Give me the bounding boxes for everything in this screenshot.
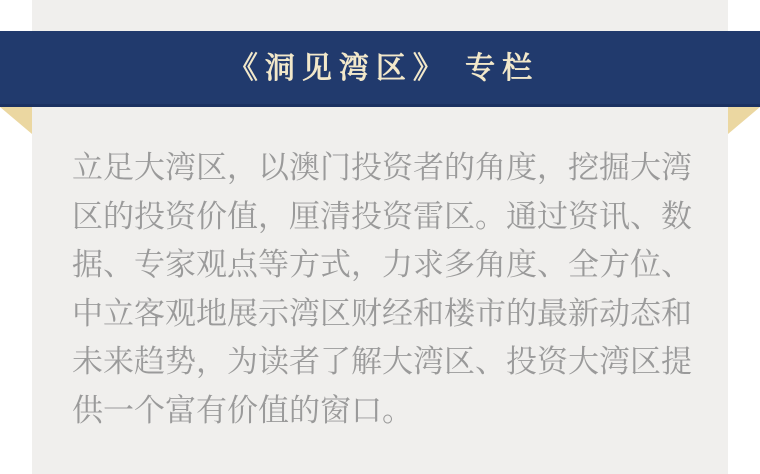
column-description — [72, 144, 696, 435]
column-title: 《洞见湾区》 专栏 — [227, 52, 540, 85]
description-line: 未来趋势，为读者了解大湾区、投资大湾区提 — [72, 344, 692, 379]
ribbon-fold-right — [728, 107, 760, 134]
description-line: 中立客观地展示湾区财经和楼市的最新动态和 — [72, 295, 692, 331]
description-line: 供一个富有价值的窗口。 — [72, 392, 413, 428]
description-line: 据、专家观点等方式，力求多角度、全方位、 — [72, 247, 692, 282]
ribbon-fold-left — [0, 107, 32, 134]
description-line: 区的投资价值，厘清投资雷区。通过资讯、数 — [72, 198, 692, 234]
description-line: 立足大湾区，以澳门投资者的角度，挖掘大湾 — [72, 150, 692, 185]
column-title-ribbon — [0, 31, 760, 107]
